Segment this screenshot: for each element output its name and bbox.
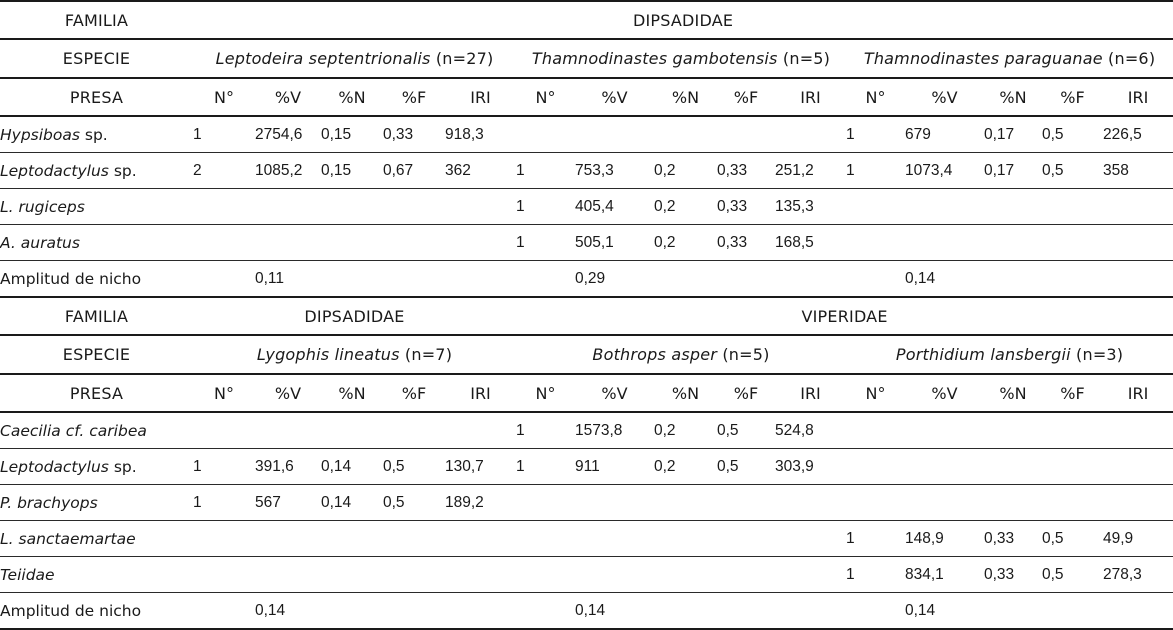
column-header: %V bbox=[255, 374, 321, 412]
value-cell bbox=[255, 189, 321, 225]
value-cell bbox=[516, 116, 575, 153]
column-header: IRI bbox=[1103, 374, 1173, 412]
spacer-cell bbox=[717, 593, 775, 630]
value-cell bbox=[717, 116, 775, 153]
column-header: N° bbox=[846, 78, 905, 116]
column-header: %N bbox=[984, 374, 1042, 412]
spacer-cell bbox=[193, 261, 255, 298]
value-cell: 0,2 bbox=[654, 449, 717, 485]
value-cell: 1 bbox=[846, 153, 905, 189]
value-cell: 524,8 bbox=[775, 412, 846, 449]
value-cell: 1 bbox=[516, 189, 575, 225]
value-cell bbox=[984, 189, 1042, 225]
value-cell bbox=[775, 557, 846, 593]
column-header: N° bbox=[193, 78, 255, 116]
sample-size: (n=5) bbox=[722, 345, 770, 364]
value-cell: 2 bbox=[193, 153, 255, 189]
value-cell bbox=[654, 116, 717, 153]
column-header: %F bbox=[1042, 374, 1103, 412]
spacer-cell bbox=[516, 261, 575, 298]
prey-name bbox=[0, 153, 193, 189]
sample-size: (n=3) bbox=[1076, 345, 1124, 364]
value-cell bbox=[193, 521, 255, 557]
prey-row bbox=[0, 153, 1173, 189]
value-cell: 1 bbox=[516, 449, 575, 485]
column-header: %F bbox=[383, 78, 445, 116]
column-header: N° bbox=[516, 374, 575, 412]
value-cell: 1085,2 bbox=[255, 153, 321, 189]
value-cell: 0,5 bbox=[383, 449, 445, 485]
spacer-cell bbox=[717, 261, 775, 298]
value-cell: 505,1 bbox=[575, 225, 654, 261]
value-cell: 0,5 bbox=[717, 449, 775, 485]
value-cell: 1 bbox=[193, 485, 255, 521]
prey-italic: L. rugiceps bbox=[0, 197, 85, 216]
sample-size: (n=6) bbox=[1108, 49, 1156, 68]
especie-row bbox=[0, 335, 1173, 374]
value-cell: 0,15 bbox=[321, 153, 383, 189]
value-cell bbox=[717, 557, 775, 593]
value-cell: 2754,6 bbox=[255, 116, 321, 153]
value-cell bbox=[193, 412, 255, 449]
niche-breadth-value: 0,11 bbox=[255, 261, 321, 298]
column-header: %N bbox=[654, 374, 717, 412]
spacer-cell bbox=[445, 261, 516, 298]
prey-italic: Hypsiboas bbox=[0, 125, 80, 144]
value-cell bbox=[445, 189, 516, 225]
value-cell: 189,2 bbox=[445, 485, 516, 521]
value-cell: 1 bbox=[193, 449, 255, 485]
prey-italic: Leptodactylus bbox=[0, 161, 109, 180]
spacer-cell bbox=[193, 593, 255, 630]
sample-size: (n=27) bbox=[435, 49, 494, 68]
species-name: Porthidium lansbergii bbox=[895, 345, 1071, 364]
value-cell: 1 bbox=[846, 116, 905, 153]
spacer-cell bbox=[321, 261, 383, 298]
row-label: PRESA bbox=[0, 374, 193, 412]
prey-row bbox=[0, 485, 1173, 521]
species-header bbox=[516, 335, 846, 374]
column-header: %F bbox=[717, 78, 775, 116]
value-cell: 0,17 bbox=[984, 116, 1042, 153]
value-cell bbox=[575, 485, 654, 521]
value-cell bbox=[1042, 412, 1103, 449]
value-cell bbox=[905, 412, 984, 449]
prey-name bbox=[0, 449, 193, 485]
prey-name bbox=[0, 412, 193, 449]
prey-italic: Teiidae bbox=[0, 565, 55, 584]
value-cell bbox=[905, 449, 984, 485]
column-header-row bbox=[0, 78, 1173, 116]
column-header: %F bbox=[717, 374, 775, 412]
value-cell: 0,2 bbox=[654, 189, 717, 225]
family-name: DIPSADIDAE bbox=[193, 297, 516, 335]
species-name: Lygophis lineatus bbox=[256, 345, 400, 364]
value-cell: 0,33 bbox=[984, 557, 1042, 593]
value-cell bbox=[984, 225, 1042, 261]
sample-size: (n=7) bbox=[404, 345, 453, 364]
column-header: %F bbox=[383, 374, 445, 412]
value-cell bbox=[984, 485, 1042, 521]
niche-breadth-value: 0,14 bbox=[905, 261, 984, 298]
value-cell: 278,3 bbox=[1103, 557, 1173, 593]
value-cell: 0,5 bbox=[1042, 557, 1103, 593]
value-cell bbox=[984, 412, 1042, 449]
spacer-cell bbox=[846, 593, 905, 630]
column-header: %V bbox=[905, 374, 984, 412]
row-label: PRESA bbox=[0, 78, 193, 116]
value-cell: 1073,4 bbox=[905, 153, 984, 189]
spacer-cell bbox=[383, 593, 445, 630]
value-cell bbox=[321, 412, 383, 449]
value-cell bbox=[383, 189, 445, 225]
value-cell bbox=[321, 521, 383, 557]
spacer-cell bbox=[1103, 261, 1173, 298]
value-cell bbox=[905, 225, 984, 261]
spacer-cell bbox=[984, 593, 1042, 630]
value-cell: 1 bbox=[516, 412, 575, 449]
spacer-cell bbox=[1042, 261, 1103, 298]
prey-row bbox=[0, 189, 1173, 225]
value-cell bbox=[1103, 412, 1173, 449]
column-header: %V bbox=[255, 78, 321, 116]
value-cell: 251,2 bbox=[775, 153, 846, 189]
spacer-cell bbox=[654, 593, 717, 630]
value-cell bbox=[383, 412, 445, 449]
column-header: %N bbox=[321, 374, 383, 412]
family-name: VIPERIDAE bbox=[516, 297, 1173, 335]
spacer-cell bbox=[654, 261, 717, 298]
value-cell: 0,15 bbox=[321, 116, 383, 153]
column-header: %N bbox=[654, 78, 717, 116]
value-cell: 0,67 bbox=[383, 153, 445, 189]
column-header: IRI bbox=[445, 78, 516, 116]
niche-breadth-value: 0,14 bbox=[575, 593, 654, 630]
value-cell bbox=[255, 412, 321, 449]
column-header: IRI bbox=[1103, 78, 1173, 116]
spacer-cell bbox=[383, 261, 445, 298]
amplitud-row bbox=[0, 593, 1173, 630]
column-header: N° bbox=[516, 78, 575, 116]
species-name: Bothrops asper bbox=[592, 345, 718, 364]
value-cell bbox=[516, 557, 575, 593]
value-cell bbox=[717, 521, 775, 557]
amplitud-row bbox=[0, 261, 1173, 298]
value-cell: 303,9 bbox=[775, 449, 846, 485]
value-cell: 1 bbox=[846, 557, 905, 593]
value-cell bbox=[321, 557, 383, 593]
prey-italic: L. sanctaemartae bbox=[0, 529, 136, 548]
familia-row bbox=[0, 297, 1173, 335]
value-cell bbox=[1103, 225, 1173, 261]
value-cell bbox=[516, 485, 575, 521]
sample-size: (n=5) bbox=[782, 49, 831, 68]
prey-name bbox=[0, 189, 193, 225]
value-cell bbox=[575, 521, 654, 557]
value-cell: 148,9 bbox=[905, 521, 984, 557]
prey-row bbox=[0, 116, 1173, 153]
value-cell: 0,14 bbox=[321, 485, 383, 521]
value-cell bbox=[445, 412, 516, 449]
value-cell: 0,2 bbox=[654, 153, 717, 189]
value-cell bbox=[846, 485, 905, 521]
value-cell: 567 bbox=[255, 485, 321, 521]
species-name: Thamnodinastes paraguanae bbox=[863, 49, 1103, 68]
value-cell bbox=[1103, 485, 1173, 521]
niche-breadth-value: 0,29 bbox=[575, 261, 654, 298]
value-cell: 0,5 bbox=[1042, 116, 1103, 153]
value-cell bbox=[383, 557, 445, 593]
row-label: Amplitud de nicho bbox=[0, 261, 193, 298]
value-cell bbox=[846, 189, 905, 225]
value-cell: 0,5 bbox=[1042, 153, 1103, 189]
value-cell bbox=[775, 116, 846, 153]
value-cell bbox=[1042, 485, 1103, 521]
prey-suffix: sp. bbox=[108, 161, 137, 180]
value-cell bbox=[383, 521, 445, 557]
value-cell bbox=[1103, 449, 1173, 485]
value-cell: 1 bbox=[846, 521, 905, 557]
row-label: ESPECIE bbox=[0, 335, 193, 374]
value-cell: 168,5 bbox=[775, 225, 846, 261]
value-cell bbox=[654, 557, 717, 593]
spacer-cell bbox=[1042, 593, 1103, 630]
species-header bbox=[193, 39, 516, 78]
column-header: %V bbox=[575, 374, 654, 412]
value-cell: 130,7 bbox=[445, 449, 516, 485]
prey-row bbox=[0, 521, 1173, 557]
value-cell bbox=[193, 225, 255, 261]
niche-breadth-value: 0,14 bbox=[905, 593, 984, 630]
value-cell bbox=[321, 225, 383, 261]
value-cell: 0,17 bbox=[984, 153, 1042, 189]
column-header: IRI bbox=[445, 374, 516, 412]
value-cell bbox=[775, 485, 846, 521]
row-label: Amplitud de nicho bbox=[0, 593, 193, 630]
value-cell bbox=[575, 557, 654, 593]
species-header bbox=[846, 335, 1173, 374]
value-cell bbox=[193, 189, 255, 225]
row-label: FAMILIA bbox=[0, 297, 193, 335]
column-header: N° bbox=[846, 374, 905, 412]
value-cell bbox=[717, 485, 775, 521]
spacer-cell bbox=[516, 593, 575, 630]
value-cell bbox=[905, 485, 984, 521]
column-header: %N bbox=[321, 78, 383, 116]
value-cell bbox=[193, 557, 255, 593]
value-cell bbox=[1042, 225, 1103, 261]
prey-row bbox=[0, 412, 1173, 449]
value-cell: 135,3 bbox=[775, 189, 846, 225]
value-cell: 226,5 bbox=[1103, 116, 1173, 153]
column-header: %V bbox=[575, 78, 654, 116]
value-cell bbox=[255, 557, 321, 593]
value-cell: 1 bbox=[516, 153, 575, 189]
column-header-row bbox=[0, 374, 1173, 412]
value-cell bbox=[846, 449, 905, 485]
column-header: %F bbox=[1042, 78, 1103, 116]
spacer-cell bbox=[1103, 593, 1173, 630]
value-cell: 0,5 bbox=[717, 412, 775, 449]
value-cell: 0,33 bbox=[383, 116, 445, 153]
value-cell: 0,33 bbox=[717, 189, 775, 225]
spacer-cell bbox=[775, 261, 846, 298]
value-cell: 49,9 bbox=[1103, 521, 1173, 557]
value-cell: 0,5 bbox=[1042, 521, 1103, 557]
spacer-cell bbox=[321, 593, 383, 630]
spacer-cell bbox=[846, 261, 905, 298]
value-cell: 834,1 bbox=[905, 557, 984, 593]
value-cell: 0,2 bbox=[654, 412, 717, 449]
value-cell: 1573,8 bbox=[575, 412, 654, 449]
value-cell bbox=[255, 521, 321, 557]
value-cell: 0,2 bbox=[654, 225, 717, 261]
value-cell: 0,33 bbox=[717, 225, 775, 261]
value-cell: 753,3 bbox=[575, 153, 654, 189]
prey-row bbox=[0, 557, 1173, 593]
prey-italic: A. auratus bbox=[0, 233, 80, 252]
column-header: IRI bbox=[775, 78, 846, 116]
prey-italic: Caecilia cf. caribea bbox=[0, 421, 147, 440]
species-name: Thamnodinastes gambotensis bbox=[531, 49, 778, 68]
niche-breadth-value: 0,14 bbox=[255, 593, 321, 630]
row-label: ESPECIE bbox=[0, 39, 193, 78]
value-cell: 0,33 bbox=[984, 521, 1042, 557]
value-cell bbox=[445, 557, 516, 593]
prey-name bbox=[0, 485, 193, 521]
especie-row bbox=[0, 39, 1173, 78]
family-name: DIPSADIDAE bbox=[193, 1, 1173, 39]
value-cell bbox=[905, 189, 984, 225]
prey-name bbox=[0, 557, 193, 593]
value-cell: 0,33 bbox=[717, 153, 775, 189]
prey-italic: P. brachyops bbox=[0, 493, 98, 512]
value-cell: 679 bbox=[905, 116, 984, 153]
value-cell bbox=[654, 485, 717, 521]
value-cell: 1 bbox=[193, 116, 255, 153]
value-cell bbox=[654, 521, 717, 557]
value-cell bbox=[1042, 449, 1103, 485]
prey-suffix: sp. bbox=[108, 457, 137, 476]
value-cell bbox=[321, 189, 383, 225]
prey-name bbox=[0, 225, 193, 261]
prey-row bbox=[0, 225, 1173, 261]
spacer-cell bbox=[775, 593, 846, 630]
value-cell bbox=[383, 225, 445, 261]
value-cell bbox=[445, 521, 516, 557]
value-cell bbox=[255, 225, 321, 261]
spacer-cell bbox=[984, 261, 1042, 298]
prey-suffix: sp. bbox=[79, 125, 108, 144]
prey-italic: Leptodactylus bbox=[0, 457, 109, 476]
value-cell: 362 bbox=[445, 153, 516, 189]
column-header: %V bbox=[905, 78, 984, 116]
value-cell: 1 bbox=[516, 225, 575, 261]
value-cell bbox=[846, 412, 905, 449]
value-cell: 918,3 bbox=[445, 116, 516, 153]
prey-name bbox=[0, 116, 193, 153]
column-header: N° bbox=[193, 374, 255, 412]
value-cell: 405,4 bbox=[575, 189, 654, 225]
value-cell: 0,14 bbox=[321, 449, 383, 485]
prey-name bbox=[0, 521, 193, 557]
species-header bbox=[846, 39, 1173, 78]
familia-row bbox=[0, 1, 1173, 39]
value-cell bbox=[516, 521, 575, 557]
species-header bbox=[516, 39, 846, 78]
species-header bbox=[193, 335, 516, 374]
value-cell bbox=[1103, 189, 1173, 225]
spacer-cell bbox=[445, 593, 516, 630]
value-cell: 358 bbox=[1103, 153, 1173, 189]
species-name: Leptodeira septentrionalis bbox=[215, 49, 431, 68]
value-cell bbox=[575, 116, 654, 153]
value-cell: 911 bbox=[575, 449, 654, 485]
column-header: IRI bbox=[775, 374, 846, 412]
value-cell bbox=[846, 225, 905, 261]
value-cell bbox=[775, 521, 846, 557]
value-cell bbox=[1042, 189, 1103, 225]
row-label: FAMILIA bbox=[0, 1, 193, 39]
value-cell bbox=[984, 449, 1042, 485]
value-cell: 0,5 bbox=[383, 485, 445, 521]
column-header: %N bbox=[984, 78, 1042, 116]
value-cell: 391,6 bbox=[255, 449, 321, 485]
prey-row bbox=[0, 449, 1173, 485]
value-cell bbox=[445, 225, 516, 261]
